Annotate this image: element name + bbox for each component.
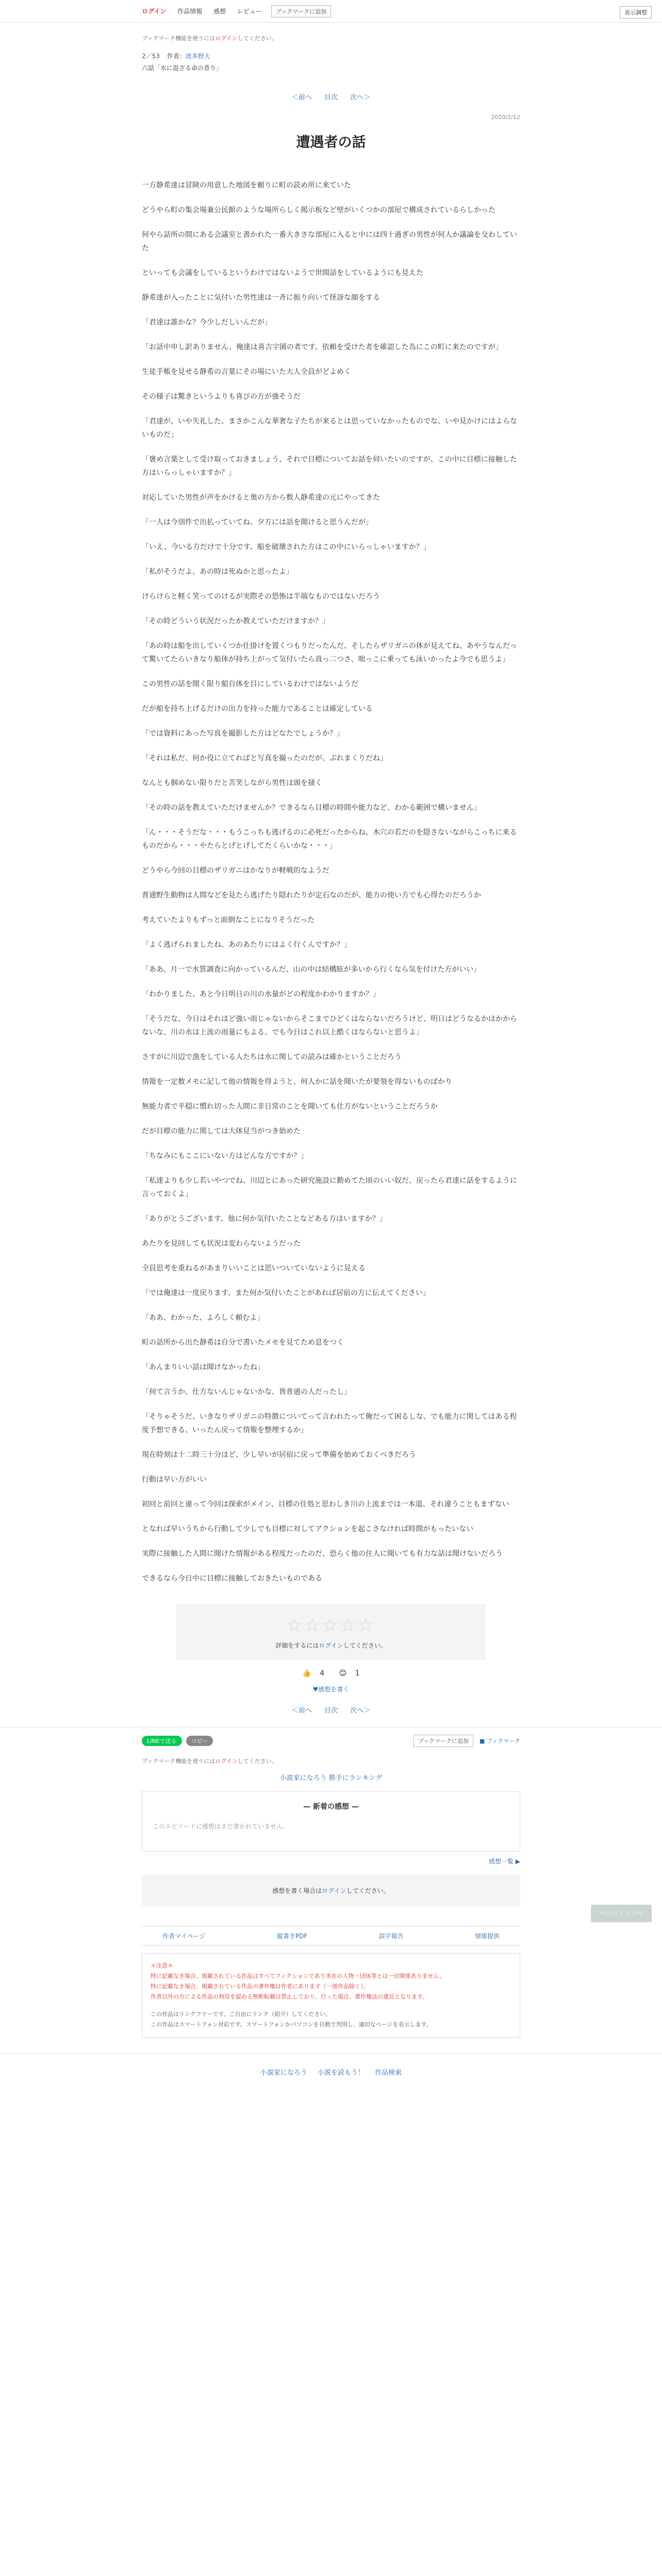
next-link[interactable]: 次へ＞ bbox=[350, 94, 371, 101]
body-paragraph: あたりを見回しても状況は変わらないようだった bbox=[142, 1240, 301, 1248]
body-paragraph: 実際に接触した人間に聞けた情報がある程度だったのだ、恐らく他の住人に聞いても有力な話は聞けないだろう bbox=[142, 1550, 503, 1558]
notice-login-link[interactable]: ログイン bbox=[215, 35, 238, 42]
rating-login-link[interactable]: ログイン bbox=[319, 1642, 343, 1649]
body-paragraph: 「一人は今別件で出払っていてね、夕方には話を聞けると思うんだが」 bbox=[142, 518, 373, 527]
body-paragraph: 「いえ、今いる方だけで十分です、船を破壊された方はこの中にいらっしゃいますか？」 bbox=[142, 543, 431, 551]
body-paragraph: 「ああ、わかった、よろしく頼むよ」 bbox=[142, 1314, 264, 1322]
body-paragraph: 「その時の話を教えていただけませんか？できるなら目標の時間や能力など、わかる範囲で構いません」 bbox=[142, 804, 481, 812]
prev-link[interactable]: ＜前へ bbox=[291, 1707, 312, 1715]
body-paragraph: といっても会議をしているというわけではないようで世間話をしているようにも見えた bbox=[142, 269, 423, 277]
top-nav bbox=[142, 7, 271, 15]
body-paragraph: この男性の話を聞く限り船自体を目にしているわけではないようだ bbox=[142, 680, 358, 688]
bookmark-add-button[interactable]: ブックマークに追加 bbox=[271, 5, 331, 18]
main-content bbox=[142, 34, 520, 1715]
body-paragraph: けらけらと軽く笑ってのけるが実際その恐怖は半端なものではないだろう bbox=[142, 592, 380, 601]
body-paragraph: 「ちなみにもここにいない方はどんな方ですか？」 bbox=[142, 1152, 308, 1160]
top-bar bbox=[0, 0, 662, 23]
write-impression-box: 感想を書く場合はログインしてください。 bbox=[142, 1875, 520, 1906]
copy-button[interactable]: コピー bbox=[186, 1736, 213, 1746]
body-paragraph: 「私がそうだよ、あの時は死ぬかと思ったよ」 bbox=[142, 568, 293, 576]
body-paragraph: その様子は驚きというよりも喜びの方が強そうだ bbox=[142, 393, 301, 401]
caution-line: 作者以外の方による作品の利用を認める無断転載は禁止しており、行った場合、著作権法の違反となります。 bbox=[151, 1993, 428, 2000]
login-link[interactable]: ログイン bbox=[142, 8, 167, 15]
body-paragraph: 「君達が、いや失礼した、まさかこんな華奢な子たちが来るとは思っていなかったものでな、いや見かけにはよらないものだ」 bbox=[142, 417, 517, 439]
body-paragraph: 「お話中申し訳ありません、俺達は喜吉字園の者です、依頼を受けた者を確認した為にこの町に来たのですが」 bbox=[142, 343, 503, 351]
star-icon[interactable]: ☆ bbox=[322, 1615, 340, 1636]
episode-title: 遭遇者の話 bbox=[296, 134, 366, 150]
body-paragraph: 町の話所から出た静希は自分で書いたメモを見てため息をつく bbox=[142, 1338, 344, 1347]
author-link[interactable]: 波多野大 bbox=[185, 53, 210, 60]
body-paragraph: 「その時どういう状況だったか教えていただけますか？」 bbox=[142, 617, 329, 625]
caution-line: 特に記載なき場合、掲載されている作品はすべてフィクションであり実在の人物・団体等とは一切関係ありません。 bbox=[151, 1973, 445, 1979]
rating-hint: 評価をするにはログインしてください。 bbox=[275, 1642, 387, 1649]
footer-link-yomou[interactable]: 小説を読もう！ bbox=[317, 2069, 365, 2077]
work-menu bbox=[142, 1926, 520, 1946]
body-paragraph: 何やら話所の間にある会議室と書かれた一番大きさな部屋に入ると中には四十過ぎの男性が何人か議論を交わしていた bbox=[142, 231, 517, 252]
body-paragraph: 現在時刻は十二時三十分ほど、少し早いが居宿に戻って準備を始めておくべきだろう bbox=[142, 1451, 416, 1459]
body-paragraph: 「君達は誰かな？今少しだしいんだが」 bbox=[142, 318, 272, 327]
star-icon[interactable]: ☆ bbox=[286, 1615, 305, 1636]
body-paragraph: 一方静希達は冒険の用意した地図を頼りに町の読め所に来ていた bbox=[142, 181, 351, 190]
body-paragraph: 「では資料にあった写真を撮影した方はどなたでしょうか？」 bbox=[142, 730, 344, 738]
share-bar bbox=[0, 1727, 662, 1754]
share-right bbox=[413, 1735, 520, 1747]
footer bbox=[0, 2053, 662, 2097]
bookmark-add-button[interactable]: ブックマークに追加 bbox=[413, 1735, 473, 1747]
line-share-button[interactable]: LINEで送る bbox=[142, 1736, 182, 1746]
star-icon[interactable]: ☆ bbox=[304, 1615, 322, 1636]
footer-link-search[interactable]: 作品検索 bbox=[375, 2069, 402, 2077]
novel-body bbox=[142, 179, 520, 1585]
reactions bbox=[142, 1669, 520, 1677]
body-paragraph: 「ああ、月一で水質調査に向かっているんだ、山の中は結構眩が多いから行くなら気を付けた方がいい」 bbox=[142, 965, 481, 974]
ranking-link[interactable]: 小説家になろう 勝手にランキング bbox=[279, 1774, 383, 1782]
body-paragraph: だが船を持ち上げるだけの出力を持った能力であることは確定している bbox=[142, 705, 373, 713]
lower-section bbox=[142, 1757, 520, 2038]
index-link[interactable]: 目次 bbox=[324, 94, 338, 101]
thumbs-up-icon: 👍 bbox=[302, 1669, 311, 1677]
body-paragraph: 普通野生動物は人間などを見たら逃げたり隠れたりが定石なのだが、能力の使い方でも心得たのだろうか bbox=[142, 891, 481, 900]
prev-link[interactable]: ＜前へ bbox=[291, 94, 312, 101]
body-paragraph: だが目標の能力に関しては大体見当がつき始めた bbox=[142, 1127, 301, 1136]
body-paragraph: 静希達が入ったことに気付いた男性達は一斉に振り向いて怪訝な顔をする bbox=[142, 294, 380, 302]
bookmark-notice: ブックマーク機能を使うにはログインしてください。 bbox=[142, 35, 277, 42]
body-paragraph: 「よく逃げられましたね、あのあたりにはよく行くんですか？」 bbox=[142, 941, 351, 949]
caution-note: この作品はリンクフリーです。ご自由にリンク（紹介）してください。 bbox=[151, 2011, 332, 2018]
post-date: 2020/2/12 bbox=[491, 114, 520, 121]
reaction-smile[interactable]: 😊 1 bbox=[339, 1669, 360, 1677]
impressions-title: — 新着の感想 — bbox=[303, 1803, 359, 1811]
impressions-link[interactable]: 感想 bbox=[213, 8, 226, 15]
index-link[interactable]: 目次 bbox=[324, 1707, 338, 1715]
breadcrumb bbox=[142, 52, 520, 60]
body-paragraph: 「褒め言葉として受け取っておきましょう、それで目標についてお話を伺いたいのですが、この中に目標に接触した方はいらっしゃいますか？」 bbox=[142, 455, 517, 477]
body-paragraph: 初回と前回と違って今回は探索がメイン、目標の住処と思わしき川の上流までは一本道、それ違うこともまずない bbox=[142, 1500, 509, 1509]
body-paragraph: 考えていたよりもずっと面倒なことになりそうだった bbox=[142, 916, 315, 924]
body-paragraph: となれば早いうちから行動して少しでも目標に対してアクションを起こさなければ時間がもったいない bbox=[142, 1525, 474, 1533]
pager-bottom bbox=[142, 1705, 520, 1715]
body-paragraph: なんとも掴めない限りだと苦笑しながら男性は頭を掻く bbox=[142, 779, 322, 787]
footer-link-narou[interactable]: 小説家になろう bbox=[260, 2069, 307, 2077]
bookmark-link[interactable]: ■ ブックマーク bbox=[479, 1737, 520, 1744]
next-link[interactable]: 次へ＞ bbox=[350, 1707, 371, 1715]
body-paragraph: 「そりゃそうだ、いきなりザリガニの特徴についてって言われたって俺だって困るしな、でも能力に関してはある程度予想できる、いったん戻って情報を整理するか」 bbox=[142, 1413, 517, 1434]
bookmark-notice-bottom: ブックマーク機能を使うにはログインしてください。 bbox=[142, 1758, 277, 1765]
chapter-subtitle: 六話「水に混ざる命の香り」 bbox=[142, 64, 223, 72]
page-top-button[interactable]: ページトップへ bbox=[591, 1905, 652, 1922]
ranking-banner bbox=[142, 1772, 520, 1782]
reaction-good[interactable]: 👍 4 bbox=[302, 1669, 325, 1677]
body-paragraph: 「あの時は船を出していくつか仕掛けを置くつもりだったんだ、そしたらザリガニの体が見えてね、あやうなんだって驚いてたらいきなり船体が持ち上がって気付いたら真っ二つさ、咄っこに乗っても泳いかったよ今でも思うよ」 bbox=[142, 642, 517, 664]
reviews-link[interactable]: レビュー bbox=[237, 8, 262, 15]
body-paragraph: 「そうだな、今日はそれほど強い雨じゃないからそこまでひどくはならないだろうけど、明日はどうなるかはかからないな、川の水は上流の雨量にもよる、でも今日はこれ以上酷くはならないと思うよ」 bbox=[142, 1015, 517, 1037]
write-login-link[interactable]: ログイン bbox=[322, 1887, 346, 1894]
body-paragraph: 「ありがとうございます、他に何か気付いたことなどある方はいますか？」 bbox=[142, 1215, 387, 1223]
body-paragraph: 無能力者で平穏に慣れ切った人間に非日常のことを聞いても仕方がないということだろうか bbox=[142, 1103, 438, 1111]
impressions-empty: このエピソードに感想はまだ書かれていません。 bbox=[153, 1823, 289, 1830]
caution-head: ＊注意＊ bbox=[151, 1962, 173, 1969]
body-paragraph: 「では俺達は一度戻ります、また何か気付いたことがあれば居宿の方に伝えてください」 bbox=[142, 1289, 430, 1297]
body-paragraph: 生徒手帳を見せる静希の言葉にその場にいた大人全員がどよめく bbox=[142, 368, 351, 376]
impressions-list-wrap bbox=[142, 1857, 520, 1866]
impressions-list-link[interactable]: 感想一覧 ▶ bbox=[488, 1858, 520, 1865]
author-label: 作者： bbox=[167, 53, 186, 60]
star-icon[interactable]: ☆ bbox=[357, 1615, 376, 1636]
body-paragraph: 行動は早い方がいい bbox=[142, 1476, 207, 1484]
body-paragraph: どうやら今回の目標のザリガニはかなりが軽戦的なようだ bbox=[142, 867, 329, 875]
body-paragraph: 全員思考を重ねるがあまりいいことは思いついていないように見える bbox=[142, 1264, 366, 1273]
body-paragraph: 「あんまりいい話は聞けなかったね」 bbox=[142, 1363, 264, 1371]
body-paragraph: 「何て言うか、仕方ないんじゃないかな、皆普通の人だったし」 bbox=[142, 1388, 351, 1396]
body-paragraph: 情報を一定数メモに記して他の情報を得ようと、何人かに話を聞いたが要領を得ないものばかり bbox=[142, 1078, 452, 1086]
pdf-link[interactable]: 縦書きPDF bbox=[276, 1933, 308, 1940]
body-paragraph: 「それは私だ、何か役に立てればと写真を撮ったのだが、ぶれまくりだね」 bbox=[142, 754, 387, 762]
works-link[interactable]: 作品情報 bbox=[177, 8, 203, 15]
caution-note: この作品はスマートフォン対応です。スマートフォンかパソコンを自動で判別し、適切なページを表示します。 bbox=[151, 2021, 432, 2028]
body-paragraph: できるなら今日中に目標に接触しておきたいものである bbox=[142, 1574, 322, 1583]
write-impression-link[interactable]: ♥感想を書く bbox=[312, 1686, 350, 1693]
write-impression-link-wrap bbox=[142, 1685, 520, 1693]
info-link[interactable]: 情報提供 bbox=[474, 1933, 500, 1940]
pager-top bbox=[142, 92, 520, 101]
body-paragraph: 「私達よりも少し若いやつでね、川辺とにあった研究施設に勤めてた頃のいい奴だ、戻ったら君達に話をするように言っておくよ」 bbox=[142, 1177, 517, 1198]
star-icon[interactable]: ☆ bbox=[340, 1615, 358, 1636]
body-paragraph: 「ん・・・そうだな・・・もうこっちも逃げるのに必死だったからね、木穴の若だのを隠さないながらこっちに来るものだから・・・やたらとげとげしてたくらいかな・・・」 bbox=[142, 828, 517, 850]
smile-icon: 😊 bbox=[339, 1669, 347, 1677]
body-paragraph: 対応していた男性が声をかけると奥の方から数人静希達の元にやってきた bbox=[142, 494, 380, 502]
caution-box bbox=[142, 1953, 520, 2038]
body-paragraph: 「わかりました、あと今日明日の川の水量がどの程度かわかりますか？」 bbox=[142, 990, 380, 998]
body-paragraph: さすがに川辺で漁をしている人たちは水に関しての読みは確かということだろう bbox=[142, 1053, 402, 1061]
notice-login-link[interactable]: ログイン bbox=[215, 1758, 238, 1765]
typo-report-link[interactable]: 誤字報告 bbox=[378, 1933, 404, 1940]
caution-line: 特に記載なき場合、掲載されている作品の著作権は作者にあります（一部作品除く）。 bbox=[151, 1983, 369, 1990]
episode-count: 2／53 bbox=[142, 53, 160, 60]
body-paragraph: どうやら町の集会場兼公民館のような場所らしく掲示板など壁がいくつかの部屋で構成されているらしかった bbox=[142, 206, 495, 214]
impressions-box bbox=[142, 1791, 520, 1852]
display-settings-button[interactable]: 表示調整 bbox=[620, 6, 652, 19]
rating-box bbox=[176, 1604, 486, 1660]
rating-stars bbox=[176, 1615, 486, 1636]
author-mypage-link[interactable]: 作者マイページ bbox=[162, 1933, 206, 1940]
